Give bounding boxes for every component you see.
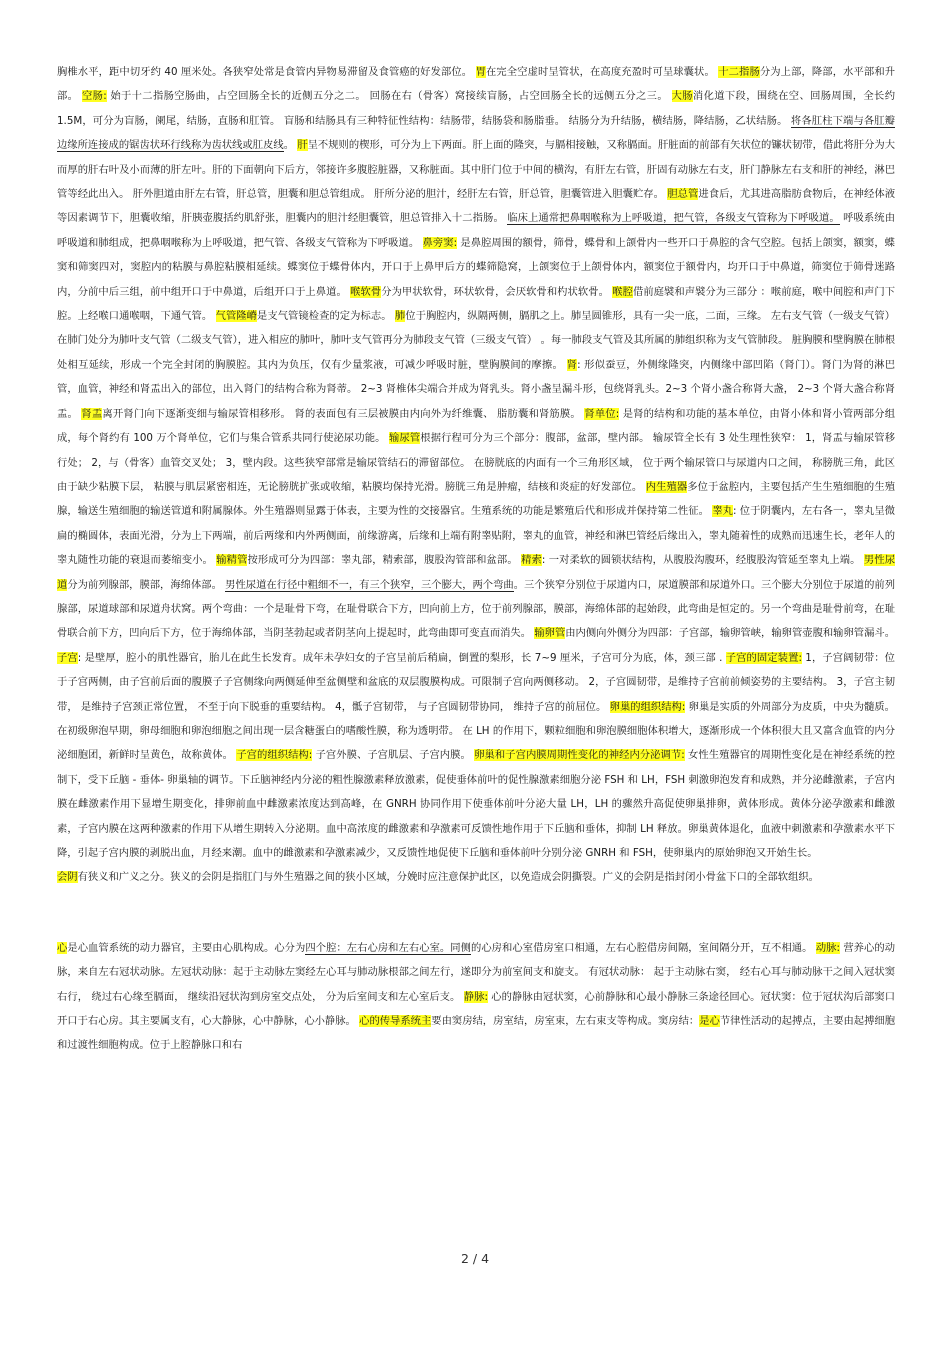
underlined-text: 男性尿道在行径中粗细不一，有三个狭窄，三个膨大，两个弯曲	[225, 578, 514, 591]
highlighted-term: 十二指肠	[718, 66, 760, 78]
highlighted-term: 内生殖器	[645, 480, 688, 493]
text-run: 按形成可分为四部：睾丸部，精索部，腹股沟管部和盆部。	[247, 554, 522, 567]
text-run: 的心房和心室借房室口相通，左右心腔借房间隔，室间隔分开，互不相通。	[470, 941, 816, 954]
highlighted-term: 输精管	[216, 554, 248, 567]
highlighted-term: 卵巢和子宫内膜周期性变化的神经内分泌调节:	[474, 749, 685, 762]
highlighted-term: 心的传导系统主	[359, 1015, 432, 1028]
highlighted-term: 喉腔	[612, 285, 633, 298]
text-run: 多位于盆腔内，主要包括产生生殖细胞的生殖腺，输送生殖细胞的输送管道和附属腺体。外生殖器则显露于体表，主要为性的交接器官。生殖系统的功能是繁殖后代和形成并保持第二性征。	[57, 480, 896, 518]
highlighted-term: 睾丸	[712, 505, 734, 518]
text-run: 子宫外膜、子宫肌层、子宫内膜。	[312, 749, 475, 762]
text-run: 要由窦房结，房室结，房室束，左右束支等构成。窦房结：	[431, 1015, 700, 1028]
text-run: 分为前列腺部，膜部，海绵体部。	[67, 578, 226, 591]
highlighted-term: 输尿管	[389, 432, 421, 445]
text-run: 借前庭襞和声襞分为三部分 ：喉前庭，喉中间腔和声门下腔。上经喉口通喉咽，下通气管。	[57, 285, 896, 323]
text-run: 女性生殖器官的周期性变化是在神经系统的控制下，受下丘脑 - 垂体- 卵巢轴的调节。下丘脑神经内分泌的粗性腺激素释放激素，促使垂体前叶的促性腺激素细胞分泌 FSH 和 LH，FSH 刺激卵泡发育和成熟，并分泌雌激素，子宫内膜在雌激素作用下显增生期变化，排卵前血中雌激素浓度达到高峰，在 GNRH 协同作用下使垂体前叶分泌大量 LH，LH 的骤然升高促使卵巢排卵，黄体形成。黄体分泌孕激素和雌激素，子宫内膜在这两种激素的作用下从增生期转入分泌期。血中高浓度的雌激素和孕激素可反馈性地作用于下丘脑和垂体，抑制 LH 释放。卵巢黄体退化，血液中刺激素和孕激素水平下降，引起子宫内膜的剥脱出血，月经来潮。血中的雌激素和孕激素减少，又反馈性地促使下丘脑和垂体前叶分别分泌 GNRH 和 FSH，使卵巢内的原始卵泡又开始生长。	[57, 749, 895, 859]
text-run: 消化道下段，围绕在空、回肠周围，全长约 1.5M，可分为盲肠，阑尾，结肠，直肠和肛管。 盲肠和结肠具有三种特征性结构：结肠带，结肠袋和肠脂垂。 结肠分为升结肠，横结肠，降结肠，乙状结肠。	[57, 90, 895, 127]
highlighted-term: 是心	[699, 1015, 720, 1028]
text-run: 卵巢是实质的外周部分为皮质，中央为髓质。在初级卵泡早期，卵母细胞和卵泡细胞之间出现一层含糖蛋白的嗜酸性膜，称为透明带。 在 LH 的作用下，颗粒细胞和卵泡膜细胞体积增大，逐渐形成一个体积很大且又富含血管的内分泌细胞团，新鲜时呈黄色，故称黄体。	[57, 700, 895, 762]
text-run: 有狭义和广义之分。狭义的会阴是指肛门与外生殖器之间的狭小区域，分娩时应注意保护此区，以免造成会阴撕裂。广义的会阴是指封闭小骨盆下口的全部软组织。	[77, 871, 819, 884]
section-gap	[57, 890, 895, 936]
highlighted-term: 心	[57, 941, 68, 954]
highlighted-term: 静脉:	[463, 990, 488, 1003]
underlined-text: 临床上通常把鼻咽喉称为上呼吸道，把气管，各级支气管称为下呼吸道。	[507, 212, 840, 225]
text-run: 是心血管系统的动力器官，主要由心肌构成。心分为	[67, 941, 306, 954]
page-number: 2 / 4	[460, 1251, 490, 1266]
highlighted-term: 肝	[297, 139, 308, 152]
highlighted-term: 胆总管	[667, 188, 699, 201]
text-run: 是肾的结构和功能的基本单位，由肾小体和肾小管两部分组成，每个肾约有 100 万个肾单位，它们与集合管系共同行使泌尿功能。	[57, 407, 896, 445]
paragraph-heart	[57, 936, 895, 1058]
highlighted-term: 动脉:	[815, 941, 840, 954]
highlighted-term: 子宫的组织结构:	[236, 749, 313, 762]
text-run: : 是壁厚，腔小的肌性器官，胎儿在此生长发育。成年未孕妇女的子宫呈前后稍扁，倒置的梨形，长 7~9 厘米，子宫可分为底，体，颈三部 .	[77, 651, 726, 664]
text-run: 营养心的动脉，来自左右冠状动脉。左冠状动脉：起于主动脉左窦经左心耳与肺动脉根部之间左行，遂即分为前室间支和旋支。 有冠状动脉： 起于主动脉右窦， 经右心耳与肺动脉干之间入冠状窦右行， 绕过右心缘至膈面， 继续沿冠状沟到房室交点处， 分为后室间支和左心室后支。	[57, 941, 896, 1003]
highlighted-term: 子宫的固定装置:	[725, 651, 802, 664]
text-run: 1，子宫阔韧带：位于子宫两侧，由子宫前后面的腹膜子子宫侧缘向两侧延伸至盆侧壁和盆底的双层腹膜构成。可限制子宫向两侧移动。 2，子宫圆韧带，是维持子宫前前倾姿势的主要结构。 3，子宫主韧带， 是维持子宫颈正常位置， 不至于向下脱垂的重要结构。 4，骶子宫韧带， 与子宫圆韧带协同， 维持子宫的前屈位。	[57, 651, 895, 713]
underlined-text: 四个腔：左右心房和左右心室。同侧	[305, 941, 471, 954]
highlighted-term: 卵巢的组织结构:	[609, 700, 686, 713]
text-run: 是支气管镜检查的定为标志。	[257, 310, 395, 323]
highlighted-term: 空肠:	[81, 90, 107, 103]
highlighted-term: 鼻旁窦:	[422, 236, 458, 249]
text-run: : 一对柔软的圆锁状结构，从腹股沟腹环，经腹股沟管延至睾丸上端。	[541, 554, 864, 567]
text-run: 分为甲状软骨，环状软骨，会厌软骨和杓状软骨。	[381, 285, 613, 298]
highlighted-term: 肺	[394, 310, 406, 323]
text-run: 是鼻腔周围的额骨，筛骨，蝶骨和上颌骨内一些开口于鼻腔的含气空腔。包括上颌窦，额窦，蝶窦和筛窦四对，窦腔内的粘膜与鼻腔粘膜相延续。蝶窦位于蝶骨体内，开口于上鼻甲后方的蝶筛隐窝，上颌窦位于上颌骨体内，额窦位于额骨内，均开口于中鼻道，筛窦位于筛骨迷路内，分前中后三组，前中组开口于中鼻道，后组开口于上鼻道。	[57, 236, 895, 298]
highlighted-term: 气管隆嵴	[215, 310, 257, 323]
document-body	[57, 60, 895, 1058]
text-run: 始于十二指肠空肠曲，占空回肠全长的近侧五分之二。 回肠在右（骨客）窝接续盲肠，占空回肠全长的远侧五分之三。	[106, 90, 672, 103]
highlighted-term: 精索	[521, 554, 542, 567]
highlighted-term: 大肠	[671, 90, 693, 103]
highlighted-term: 输卵管	[534, 627, 566, 640]
text-run: : 位于阴囊内，左右各一，睾丸呈微扁的椭圆体，表面光滑，分为上下两端，前后两缘和内外两侧面，前缘游离，后缘和上端有附睾贴附，睾丸的血管，神经和淋巴管经后缘出入，睾丸随着性的成熟而迅速生长，老年人的睾丸随性功能的衰退而萎缩变小。	[57, 505, 895, 567]
text-run: 呼吸系统由呼吸道和肺组成，把鼻咽喉称为上呼吸道，把气管、各级支气管称为下呼吸道。	[57, 212, 895, 249]
text-run: 。	[283, 139, 298, 152]
text-run: 心的静脉由冠状窦，心前静脉和心最小静脉三条途径回心。冠状窦：位于冠状沟后部窦口开口于右心房。其主要属支有，心大静脉，心中静脉，心小静脉。	[57, 990, 895, 1028]
highlighted-term: 胃	[475, 66, 486, 78]
highlighted-term: 会阴	[57, 871, 78, 884]
underlined-text: 将各肛柱下端与各肛瓣边缘所连接成的锯齿状环行线称为齿状线或肛皮线	[57, 114, 896, 152]
highlighted-term: 肾单位:	[584, 407, 620, 420]
text-run: 进食后，尤其进高脂肪食物后，在神经体液等因素调节下，胆囊收缩，肝胰壶腹括约肌舒张，胆囊内的胆汁经胆囊管，胆总管排入十二指肠。	[57, 188, 896, 225]
text-run: 离开肾门向下逐渐变细与输尿管相移形。 肾的表面包有三层被膜由内向外为纤维囊、 脂肪囊和肾筋膜。	[102, 407, 585, 420]
text-run: 位于胸腔内，纵隔两侧，膈肌之上。肺呈圆锥形，具有一尖一底，二面，三缘。 左右支气管（一级支气管）在肺门处分为肺叶支气管（二级支气管），进入相应的肺叶，肺叶支气管再分为肺段支气管（三级支气管） 。每一肺段支气管及其所属的肺组织称为支气管肺段。 脏胸膜和壁胸膜在肺根处相互延续，形成一个完全封闭的胸膜腔。其内为负压，仅有少量浆液，可减少呼吸时脏，壁胸膜间的摩擦。	[57, 310, 895, 371]
text-run: 根据行程可分为三个部分：腹部，盆部，壁内部。 输尿管全长有 3 处生理性狭窄： 1，肾盂与输尿管移行处； 2，与（骨客）血管交叉处； 3，壁内段。这些狭窄部常是输尿管结石的滞留部位。 在膀胱底的内面有一个三角形区域， 位于两个输尿管口与尿道内口之间， 称膀胱三角，此区由于缺少粘膜下层， 粘膜与肌层紧密相连，无论膀胱扩张或收缩，粘膜均保持光滑。膀胱三角是肿瘤，结核和炎症的好发部位。	[57, 432, 895, 493]
text-run: 胸椎水平，距中切牙约 40 厘米处。各狭窄处常是食管内异物易滞留及食管癌的好发部位。	[57, 66, 476, 78]
highlighted-term: 喉软骨	[350, 285, 382, 298]
highlighted-term: 肾	[566, 358, 578, 371]
highlighted-term: 子宫	[57, 651, 78, 664]
text-run: 在完全空虚时呈管状，在高度充盈时可呈球囊状。	[485, 66, 719, 78]
text-run: 。三个狭窄分别位于尿道内口，尿道膜部和尿道外口。三个膨大分别位于尿道的前列腺部，尿道球部和尿道舟状窝。两个弯曲：一个是耻骨下弯，在耻骨联合下方，凹向前上方，位于前列腺部，膜部，海绵体部的起始段，此弯曲是恒定的。另一个弯曲是耻骨前弯，在耻骨联合前下方，凹向后下方，位于海绵体部，当阴茎勃起或者阴茎向上提起时，此弯曲即可变直而消失。	[57, 578, 896, 640]
paragraph-perineum	[57, 865, 895, 889]
text-run: 节律性活动的起搏点，主要由起搏细胞和过渡性细胞构成。位于上腔静脉口和右	[57, 1015, 896, 1052]
highlighted-term: 男性尿道	[57, 554, 896, 591]
paragraph-digestive-to-reproductive	[57, 60, 895, 865]
text-run: 呈不规则的楔形，可分为上下两面。肝上面的隆突，与膈相接触，又称膈面。肝脏面的前部有矢状位的镰状韧带，借此将肝分为大而厚的肝右叶及小而薄的肝左叶。肝的下面朝向下后方，邻接许多腹腔脏器，又称脏面。其中肝门位于中间的横沟，有肝左右管，肝固有动脉左右支，肝门静脉左右支和肝的神经，淋巴管等经此出入。 肝外胆道由肝左右管，肝总管，胆囊和胆总管组成。 肝所分泌的胆汁，经肝左右管，肝总管，胆囊管进入胆囊贮存。	[57, 139, 896, 201]
text-run: 由内侧向外侧分为四部：子宫部，输卵管峡，输卵管壶腹和输卵管漏斗。	[565, 627, 896, 640]
text-run: : 形似蚕豆，外侧缘隆突，内侧缘中部凹陷（肾门）。肾门为肾的淋巴管，血管，神经和肾盂出入的部位，出入肾门的结构合称为肾蒂。 2~3 肾椎体尖端合并成为肾乳头。肾小盏呈漏斗形，包绕肾乳头。2~3 个肾小盏合称肾大盏， 2~3 个肾大盏合称肾盂。	[57, 358, 895, 420]
highlighted-term: 肾盂	[81, 407, 103, 420]
text-run: 分为上部，降部，水平部和升部。	[57, 66, 896, 103]
